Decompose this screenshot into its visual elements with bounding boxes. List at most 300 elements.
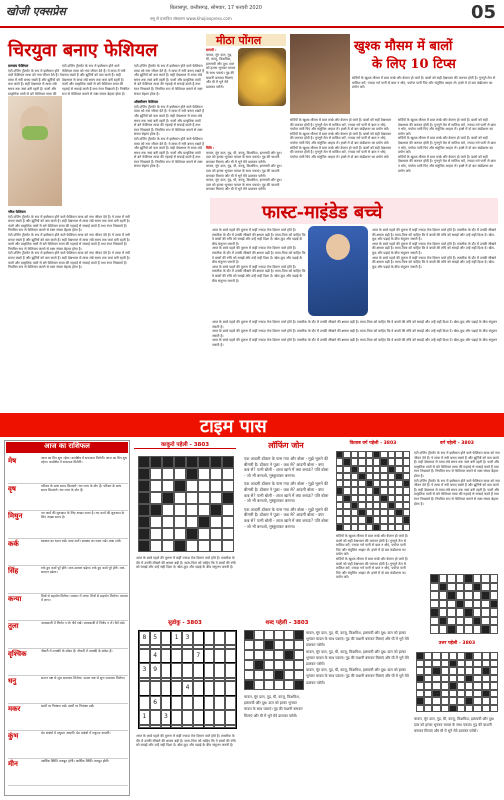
kakuro-cell[interactable] [162,528,174,540]
crossword-2-cell[interactable] [430,591,439,600]
crossword-1-cell[interactable] [380,509,387,516]
answers-cell[interactable] [490,675,498,683]
crossword-1-cell[interactable] [351,480,358,487]
crossword-1-cell[interactable] [351,451,358,458]
crossword-1-cell[interactable] [403,509,410,516]
sudoku-cell[interactable]: 5 [150,631,161,645]
crossword-2-cell[interactable] [430,617,439,626]
kakuro-cell[interactable] [186,528,198,540]
crossword-1-cell[interactable] [403,458,410,465]
answers-cell[interactable] [416,705,424,713]
answers-cell[interactable] [449,705,457,713]
crossword-2-cell[interactable] [456,600,465,609]
sudoku-cell[interactable] [182,725,193,728]
sudoku-cell[interactable] [150,725,161,728]
crossword-2-cell[interactable] [464,625,473,634]
answers-cell[interactable] [441,660,449,668]
sudoku-cell[interactable] [182,710,193,724]
crossword-2-cell[interactable] [473,574,482,583]
answers-cell[interactable] [473,660,481,668]
sudoku-cell[interactable] [225,663,236,677]
answers-cell[interactable] [449,675,457,683]
sudoku-cell[interactable]: 8 [139,631,150,645]
sudoku-cell[interactable] [225,681,236,695]
kakuro-cell[interactable] [222,468,234,480]
crossword-2-cell[interactable] [447,608,456,617]
answers-cell[interactable] [465,697,473,705]
crossword-1-cell[interactable] [343,473,350,480]
crossword-1-cell[interactable] [358,473,365,480]
answers-cell[interactable] [482,682,490,690]
answers-cell[interactable] [416,660,424,668]
crossword-1-cell[interactable] [366,516,373,523]
crossword-1-cell[interactable] [373,509,380,516]
kakuro-cell[interactable] [186,480,198,492]
kakuro-cell[interactable] [150,504,162,516]
crossword-1-cell[interactable] [388,473,395,480]
sudoku-cell[interactable] [214,696,225,710]
answers-cell[interactable] [490,690,498,698]
wordgame-cell[interactable] [254,660,264,670]
answers-cell[interactable] [490,682,498,690]
kakuro-cell[interactable] [210,492,222,504]
kakuro-cell[interactable] [138,504,150,516]
sudoku-cell[interactable] [161,663,172,677]
kakuro-cell[interactable] [174,480,186,492]
kakuro-cell[interactable] [222,456,234,468]
crossword-1-cell[interactable] [403,480,410,487]
crossword-2-cell[interactable] [456,583,465,592]
kakuro-cell[interactable] [186,456,198,468]
kakuro-cell[interactable] [198,540,210,552]
wordgame-cell[interactable] [254,650,264,660]
kakuro-cell[interactable] [174,492,186,504]
sudoku-cell[interactable] [214,649,225,663]
crossword-1-cell[interactable] [373,516,380,523]
crossword-1-cell[interactable] [373,495,380,502]
crossword-1-cell[interactable] [343,451,350,458]
crossword-1-cell[interactable] [351,502,358,509]
crossword-1-cell[interactable] [358,524,365,531]
answers-cell[interactable] [449,682,457,690]
wordgame-cell[interactable] [284,630,294,640]
kakuro-cell[interactable] [174,540,186,552]
kakuro-cell[interactable] [162,456,174,468]
crossword-1-cell[interactable] [351,458,358,465]
crossword-1-cell[interactable] [343,502,350,509]
kakuro-cell[interactable] [210,468,222,480]
wordgame-cell[interactable] [264,670,274,680]
answers-cell[interactable] [465,675,473,683]
wordgame-cell[interactable] [284,650,294,660]
crossword-2-cell[interactable] [473,608,482,617]
crossword-1-cell[interactable] [336,480,343,487]
sudoku-cell[interactable]: 9 [150,663,161,677]
wordgame-cell[interactable] [274,640,284,650]
crossword-2-cell[interactable] [430,625,439,634]
sudoku-cell[interactable] [171,696,182,710]
wordgame-cell[interactable] [274,650,284,660]
sudoku-cell[interactable] [204,663,215,677]
crossword-1-cell[interactable] [351,473,358,480]
wordgame-cell[interactable] [274,680,284,690]
sudoku-cell[interactable] [193,725,204,728]
sudoku-cell[interactable]: 6 [150,696,161,710]
sudoku-cell[interactable] [161,725,172,728]
crossword-2-cell[interactable] [490,608,499,617]
answers-cell[interactable] [424,682,432,690]
sudoku-cell[interactable] [182,696,193,710]
crossword-1-cell[interactable] [366,458,373,465]
crossword-1-cell[interactable] [366,480,373,487]
crossword-2-cell[interactable] [439,591,448,600]
kakuro-cell[interactable] [174,468,186,480]
wordgame-cell[interactable] [244,640,254,650]
answers-cell[interactable] [473,667,481,675]
answers-cell[interactable] [457,682,465,690]
crossword-2-cell[interactable] [456,591,465,600]
crossword-1-cell[interactable] [373,480,380,487]
crossword-2-cell[interactable] [473,625,482,634]
crossword-1-cell[interactable] [373,487,380,494]
answers-cell[interactable] [465,705,473,713]
crossword-1-cell[interactable] [373,473,380,480]
crossword-1-cell[interactable] [403,502,410,509]
sudoku-cell[interactable] [139,696,150,710]
crossword-1-cell[interactable] [366,524,373,531]
answers-cell[interactable] [473,690,481,698]
kakuro-cell[interactable] [174,456,186,468]
kakuro-cell[interactable] [198,504,210,516]
crossword-1-cell[interactable] [380,524,387,531]
sudoku-cell[interactable] [225,631,236,645]
answers-cell[interactable] [424,667,432,675]
crossword-2-cell[interactable] [439,617,448,626]
crossword-1-cell[interactable] [403,495,410,502]
kakuro-cell[interactable] [186,516,198,528]
sudoku-cell[interactable] [150,681,161,695]
answers-cell[interactable] [482,690,490,698]
crossword-1-cell[interactable] [358,502,365,509]
sudoku-cell[interactable] [193,631,204,645]
answers-cell[interactable] [449,652,457,660]
crossword-1-cell[interactable] [336,495,343,502]
crossword-1-cell[interactable] [395,502,402,509]
sudoku-cell[interactable]: 3 [161,710,172,724]
crossword-2-cell[interactable] [439,574,448,583]
wordgame-cell[interactable] [294,670,304,680]
answers-cell[interactable] [449,667,457,675]
sudoku-cell[interactable] [139,725,150,728]
crossword-2-cell[interactable] [490,617,499,626]
wordgame-cell[interactable] [294,630,304,640]
answers-cell[interactable] [457,690,465,698]
kakuro-cell[interactable] [150,528,162,540]
answers-cell[interactable] [449,690,457,698]
kakuro-cell[interactable] [186,468,198,480]
crossword-1-cell[interactable] [403,466,410,473]
wordgame-cell[interactable] [294,680,304,690]
wordgame-cell[interactable] [294,640,304,650]
crossword-1-cell[interactable] [366,509,373,516]
sudoku-cell[interactable] [204,631,215,645]
answers-cell[interactable] [432,705,440,713]
crossword-1-cell[interactable] [343,516,350,523]
crossword-1-cell[interactable] [380,473,387,480]
crossword-1-cell[interactable] [351,466,358,473]
crossword-2-cell[interactable] [439,583,448,592]
wordgame-cell[interactable] [294,660,304,670]
crossword-1-cell[interactable] [388,524,395,531]
crossword-2-cell[interactable] [481,583,490,592]
kakuro-cell[interactable] [210,504,222,516]
crossword-1-cell[interactable] [351,516,358,523]
crossword-1-cell[interactable] [366,466,373,473]
kakuro-cell[interactable] [150,480,162,492]
crossword-2-cell[interactable] [447,600,456,609]
crossword-2-cell[interactable] [490,583,499,592]
crossword-1-cell[interactable] [343,524,350,531]
wordgame-cell[interactable] [244,630,254,640]
kakuro-cell[interactable] [210,516,222,528]
wordgame-cell[interactable] [264,650,274,660]
crossword-1-cell[interactable] [388,458,395,465]
sudoku-cell[interactable] [214,725,225,728]
crossword-1-cell[interactable] [358,466,365,473]
crossword-1-cell[interactable] [380,487,387,494]
crossword-1-cell[interactable] [380,458,387,465]
kakuro-cell[interactable] [150,468,162,480]
crossword-1-cell[interactable] [336,524,343,531]
crossword-2-cell[interactable] [439,600,448,609]
crossword-1-cell[interactable] [395,516,402,523]
answers-cell[interactable] [482,652,490,660]
answers-cell[interactable] [416,682,424,690]
sudoku-cell[interactable] [214,681,225,695]
answers-cell[interactable] [432,682,440,690]
answers-cell[interactable] [490,697,498,705]
wordgame-cell[interactable] [244,660,254,670]
crossword-1-cell[interactable] [403,516,410,523]
wordgame-cell[interactable] [244,680,254,690]
answers-cell[interactable] [457,697,465,705]
crossword-2-cell[interactable] [439,608,448,617]
crossword-2-cell[interactable] [447,617,456,626]
kakuro-cell[interactable] [186,540,198,552]
sudoku-cell[interactable] [193,696,204,710]
crossword-1-cell[interactable] [343,495,350,502]
crossword-2-cell[interactable] [490,600,499,609]
sudoku-cell[interactable] [214,663,225,677]
sudoku-cell[interactable] [161,649,172,663]
crossword-2-cell[interactable] [490,625,499,634]
crossword-2-cell[interactable] [456,625,465,634]
crossword-1-cell[interactable] [336,487,343,494]
crossword-2-cell[interactable] [464,591,473,600]
kakuro-cell[interactable] [210,528,222,540]
answers-cell[interactable] [473,705,481,713]
kakuro-cell[interactable] [186,492,198,504]
sudoku-cell[interactable] [214,710,225,724]
crossword-1-cell[interactable] [343,466,350,473]
crossword-1-cell[interactable] [336,502,343,509]
crossword-1-cell[interactable] [380,451,387,458]
kakuro-cell[interactable] [198,528,210,540]
crossword-1-cell[interactable] [366,487,373,494]
sudoku-cell[interactable] [171,663,182,677]
crossword-2-cell[interactable] [464,617,473,626]
crossword-2-cell[interactable] [464,600,473,609]
kakuro-cell[interactable] [138,456,150,468]
answers-cell[interactable] [432,690,440,698]
crossword-1-cell[interactable] [343,480,350,487]
wordgame-cell[interactable] [264,680,274,690]
crossword-1-cell[interactable] [388,466,395,473]
kakuro-cell[interactable] [222,528,234,540]
answers-cell[interactable] [432,697,440,705]
kakuro-cell[interactable] [150,456,162,468]
kakuro-cell[interactable] [210,540,222,552]
sudoku-cell[interactable]: 1 [139,710,150,724]
answers-cell[interactable] [490,660,498,668]
answers-cell[interactable] [490,705,498,713]
crossword-1-cell[interactable] [351,509,358,516]
kakuro-cell[interactable] [138,540,150,552]
sudoku-cell[interactable] [171,725,182,728]
answers-cell[interactable] [457,652,465,660]
crossword-1-cell[interactable] [388,509,395,516]
answers-cell[interactable] [416,667,424,675]
answers-cell[interactable] [441,682,449,690]
kakuro-cell[interactable] [138,492,150,504]
crossword-2-cell[interactable] [456,617,465,626]
kakuro-cell[interactable] [138,528,150,540]
sudoku-cell[interactable]: 3 [139,663,150,677]
crossword-1-cell[interactable] [388,516,395,523]
crossword-2-cell[interactable] [447,591,456,600]
sudoku-cell[interactable] [171,681,182,695]
kakuro-cell[interactable] [162,540,174,552]
crossword-1-cell[interactable] [343,487,350,494]
kakuro-cell[interactable] [222,504,234,516]
crossword-2-cell[interactable] [456,608,465,617]
wordgame-cell[interactable] [284,680,294,690]
crossword-1-cell[interactable] [373,451,380,458]
answers-cell[interactable] [441,652,449,660]
wordgame-cell[interactable] [274,630,284,640]
crossword-2-cell[interactable] [481,617,490,626]
answers-cell[interactable] [441,697,449,705]
crossword-1-cell[interactable] [336,466,343,473]
answers-cell[interactable] [473,675,481,683]
sudoku-cell[interactable] [161,631,172,645]
kakuro-cell[interactable] [138,468,150,480]
answers-cell[interactable] [416,690,424,698]
kakuro-cell[interactable] [150,516,162,528]
answers-cell[interactable] [482,697,490,705]
sudoku-cell[interactable]: 7 [193,649,204,663]
answers-cell[interactable] [416,652,424,660]
crossword-1-cell[interactable] [380,480,387,487]
crossword-2-cell[interactable] [464,583,473,592]
crossword-1-cell[interactable] [373,524,380,531]
crossword-1-cell[interactable] [336,516,343,523]
wordgame-cell[interactable] [264,640,274,650]
crossword-1-cell[interactable] [395,480,402,487]
crossword-1-cell[interactable] [366,495,373,502]
crossword-1-cell[interactable] [380,502,387,509]
kakuro-cell[interactable] [222,492,234,504]
crossword-1-cell[interactable] [358,458,365,465]
sudoku-cell[interactable] [204,710,215,724]
answers-cell[interactable] [482,660,490,668]
sudoku-cell[interactable] [193,663,204,677]
answers-cell[interactable] [482,705,490,713]
crossword-1-cell[interactable] [388,487,395,494]
sudoku-cell[interactable]: 4 [150,649,161,663]
answers-cell[interactable] [465,667,473,675]
kakuro-cell[interactable] [198,456,210,468]
crossword-1-cell[interactable] [403,487,410,494]
answers-cell[interactable] [457,675,465,683]
crossword-1-cell[interactable] [395,487,402,494]
sudoku-cell[interactable] [204,696,215,710]
answers-cell[interactable] [432,667,440,675]
sudoku-cell[interactable]: 1 [171,631,182,645]
answers-cell[interactable] [449,697,457,705]
answers-cell[interactable] [441,690,449,698]
crossword-2-cell[interactable] [447,574,456,583]
kakuro-cell[interactable] [198,468,210,480]
kakuro-cell[interactable] [150,492,162,504]
crossword-1-cell[interactable] [343,509,350,516]
crossword-2-cell[interactable] [456,574,465,583]
crossword-1-cell[interactable] [403,473,410,480]
answers-cell[interactable] [490,667,498,675]
kakuro-cell[interactable] [198,492,210,504]
kakuro-cell[interactable] [162,516,174,528]
answers-cell[interactable] [424,697,432,705]
answers-cell[interactable] [473,682,481,690]
answers-cell[interactable] [424,690,432,698]
crossword-2-cell[interactable] [490,574,499,583]
answers-cell[interactable] [473,652,481,660]
kakuro-cell[interactable] [198,480,210,492]
sudoku-cell[interactable] [161,681,172,695]
crossword-2-cell[interactable] [430,600,439,609]
answers-cell[interactable] [449,660,457,668]
wordgame-cell[interactable] [284,670,294,680]
crossword-1-cell[interactable] [366,502,373,509]
kakuro-cell[interactable] [174,516,186,528]
wordgame-cell[interactable] [254,680,264,690]
wordgame-cell[interactable] [284,640,294,650]
crossword-1-cell[interactable] [380,466,387,473]
wordgame-cell[interactable] [254,670,264,680]
crossword-1-cell[interactable] [336,509,343,516]
sudoku-cell[interactable] [139,681,150,695]
kakuro-cell[interactable] [198,516,210,528]
sudoku-cell[interactable] [182,649,193,663]
kakuro-cell[interactable] [162,504,174,516]
sudoku-cell[interactable]: 4 [182,681,193,695]
crossword-1-cell[interactable] [388,495,395,502]
crossword-2-cell[interactable] [490,591,499,600]
answers-cell[interactable] [424,675,432,683]
sudoku-cell[interactable] [182,663,193,677]
kakuro-cell[interactable] [222,480,234,492]
sudoku-cell[interactable]: 3 [182,631,193,645]
